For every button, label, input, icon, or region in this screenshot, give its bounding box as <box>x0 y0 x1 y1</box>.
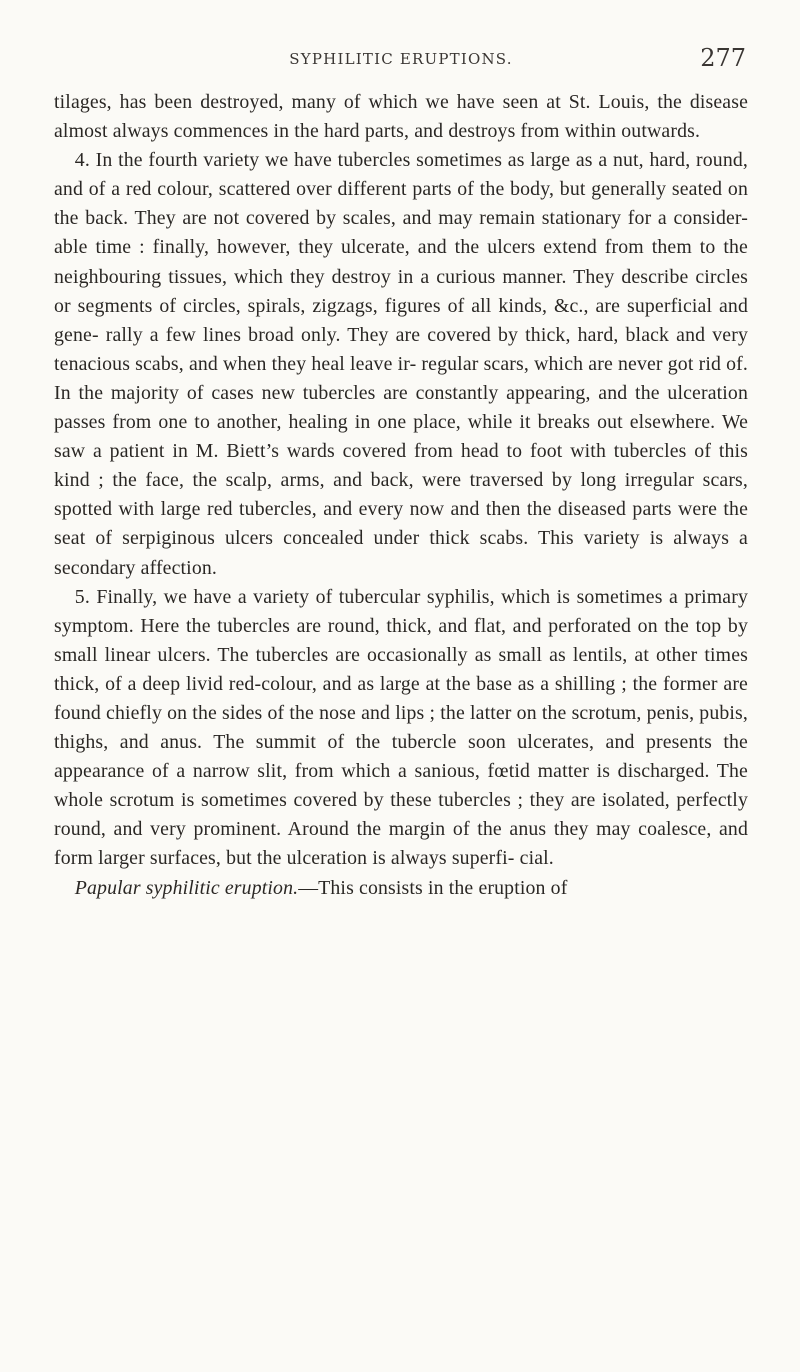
running-head <box>54 44 748 78</box>
paragraph-fourth-variety: 4. In the fourth variety we have tubercles sometimes as large as a nut, hard, round, and of a red colour, scattered over different parts of the body, but generally seated on the back. They are not covered by scales, and may remain stationary for a consider- able time : finally, however, they ulcerate, and the ulcers extend from them to the neighbouring tissues, which they destroy in a curious manner. They describe circles or segments of circles, spirals, zigzags, figures of all kinds, &c., are superficial and gene- rally a few lines broad only. They are covered by thick, hard, black and very tenacious scabs, and when they heal leave ir- regular scars, which are never got rid of. In the majority of cases new tubercles are constantly appearing, and the ulceration passes from one to another, healing in one place, while it breaks out elsewhere. We saw a patient in M. Biett’s wards covered from head to foot with tubercles of this kind ; the face, the scalp, arms, and back, were traversed by long irregular scars, spotted with large red tubercles, and every now and then the diseased parts were the seat of serpiginous ulcers concealed under thick scabs. This variety is always a secondary affection. <box>54 149 748 579</box>
paragraph-continuation: tilages, has been destroyed, many of which we have seen at St. Louis, the disease almost always commences in the hard parts, and destroys from within outwards. <box>54 91 748 143</box>
section-heading-papular: Papular syphilitic eruption. <box>74 876 299 899</box>
page-number: 277 <box>700 44 746 72</box>
paragraph-papular-eruption <box>54 874 748 903</box>
paragraph-papular-text: —This consists in the eruption of <box>298 876 568 899</box>
paragraph-fifth-variety: 5. Finally, we have a variety of tubercular syphilis, which is sometimes a primary symptom. Here the tubercles are round, thick, and flat, and perforated on the top by small linear ulcers. The tubercles are occasionally as small as lentils, at other times thick, of a deep livid red-colour, and as large at the base as a shilling ; the former are found chiefly on the sides of the nose and lips ; the latter on the scrotum, penis, pubis, thighs, and anus. The summit of the tubercle soon ulcerates, and presents the appearance of a narrow slit, from which a sanious, fœtid matter is discharged. The whole scrotum is sometimes covered by these tubercles ; they are isolated, perfectly round, and very prominent. Around the margin of the anus they may coalesce, and form larger surfaces, but the ulceration is always superfi- cial. <box>54 585 748 870</box>
body-text <box>54 88 748 903</box>
running-title: SYPHILITIC ERUPTIONS. <box>289 50 513 68</box>
